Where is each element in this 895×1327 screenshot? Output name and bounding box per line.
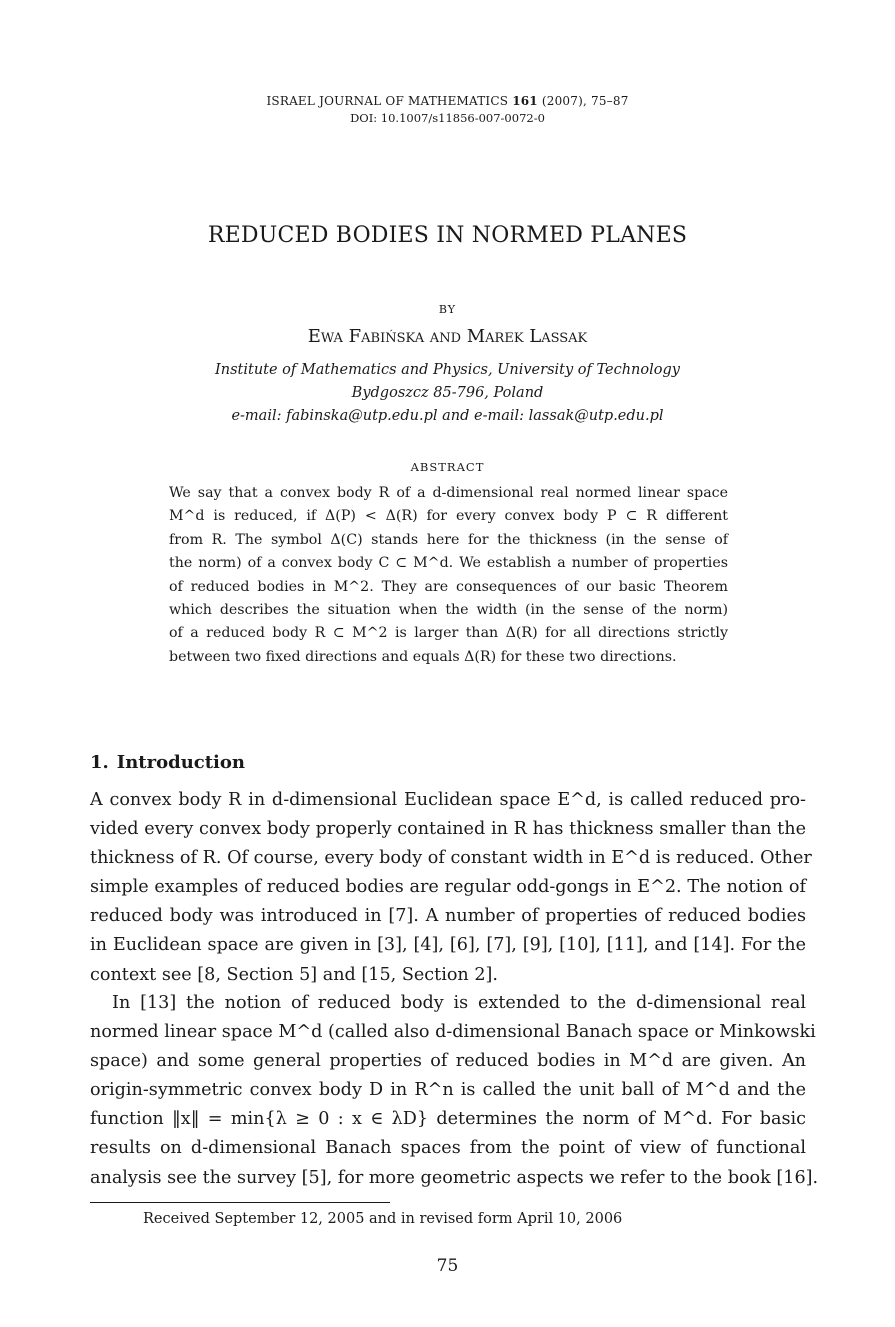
abstract-body: [169, 482, 728, 669]
authors: Ewa Fabińska and Marek Lassak: [307, 326, 588, 347]
paragraph-line: context see [8, Section 5] and [15, Section 2].: [90, 964, 499, 985]
abstract-label: ABSTRACT: [410, 460, 485, 474]
abstract-line: We say that a convex body R of a d-dimensional real normed linear space: [169, 485, 728, 501]
abstract-line: of a reduced body R ⊂ M^2 is larger than Δ(R) for all directions strictly: [169, 625, 728, 642]
intro-paragraph-2: [90, 989, 819, 1193]
doi: DOI: 10.1007/s11856-007-0072-0: [350, 111, 545, 125]
paragraph-line: simple examples of reduced bodies are regular odd-gongs in E^2. The notion of: [90, 877, 806, 898]
paragraph-line: origin-symmetric convex body D in R^n is called the unit ball of M^d and the: [90, 1080, 806, 1101]
paper-title: REDUCED BODIES IN NORMED PLANES: [207, 223, 688, 248]
section-number: 1.: [90, 752, 109, 773]
by-label: BY: [438, 303, 457, 316]
paragraph-line: normed linear space M^d (called also d-dimensional Banach space or Minkowski: [90, 1022, 816, 1043]
page-number: 75: [436, 1256, 459, 1276]
footnote-divider: [90, 1202, 390, 1203]
paragraph-line: A convex body R in d-dimensional Euclidean space E^d, is called reduced pro-: [90, 790, 806, 810]
abstract-line: of reduced bodies in M^2. They are consequences of our basic Theorem: [169, 578, 728, 595]
paragraph-line: thickness of R. Of course, every body of constant width in E^d is reduced. Other: [90, 848, 812, 869]
section-heading: [90, 752, 245, 773]
intro-paragraph-1: [90, 786, 812, 990]
affiliation-line-1: Institute of Mathematics and Physics, University of Technology: [215, 362, 680, 378]
abstract-line: between two fixed directions and equals Δ(R) for these two directions.: [169, 648, 677, 665]
affiliation-line-2: Bydgoszcz 85-796, Poland: [351, 385, 544, 401]
journal-name: ISRAEL JOURNAL OF MATHEMATICS: [266, 94, 509, 108]
paragraph-line: vided every convex body properly contained in R has thickness smaller than the: [90, 819, 806, 840]
paragraph-line: reduced body was introduced in [7]. A number of properties of reduced bodies: [90, 906, 806, 927]
paragraph-line: in Euclidean space are given in [3], [4], [6], [7], [9], [10], [11], and [14]. For the: [90, 935, 806, 956]
journal-year-pages: (2007), 75–87: [541, 94, 629, 108]
abstract-line: the norm) of a convex body C ⊂ M^d. We establish a number of properties: [169, 555, 728, 572]
paragraph-line: results on d-dimensional Banach spaces from the point of view of functional: [90, 1138, 806, 1159]
section-title: Introduction: [116, 752, 245, 773]
paragraph-line: analysis see the survey [5], for more geometric aspects we refer to the book [16].: [90, 1167, 819, 1188]
abstract-line: which describes the situation when the width (in the sense of the norm): [169, 602, 728, 619]
footnote-received: Received September 12, 2005 and in revised form April 10, 2006: [143, 1211, 623, 1227]
affiliation-email: e-mail: fabinska@utp.edu.pl and e-mail: lassak@utp.edu.pl: [231, 408, 664, 424]
paragraph-line: space) and some general properties of reduced bodies in M^d are given. An: [90, 1051, 806, 1072]
paragraph-line: In [13] the notion of reduced body is extended to the d-dimensional real: [112, 993, 806, 1013]
journal-volume: 161: [512, 94, 538, 108]
abstract-line: from R. The symbol Δ(C) stands here for the thickness (in the sense of: [169, 531, 728, 548]
paragraph-line: function ‖x‖ = min{λ ≥ 0 : x ∈ λD} determines the norm of M^d. For basic: [90, 1109, 806, 1130]
journal-header: [0, 94, 895, 108]
abstract-line: M^d is reduced, if Δ(P) < Δ(R) for every convex body P ⊂ R different: [169, 508, 728, 525]
